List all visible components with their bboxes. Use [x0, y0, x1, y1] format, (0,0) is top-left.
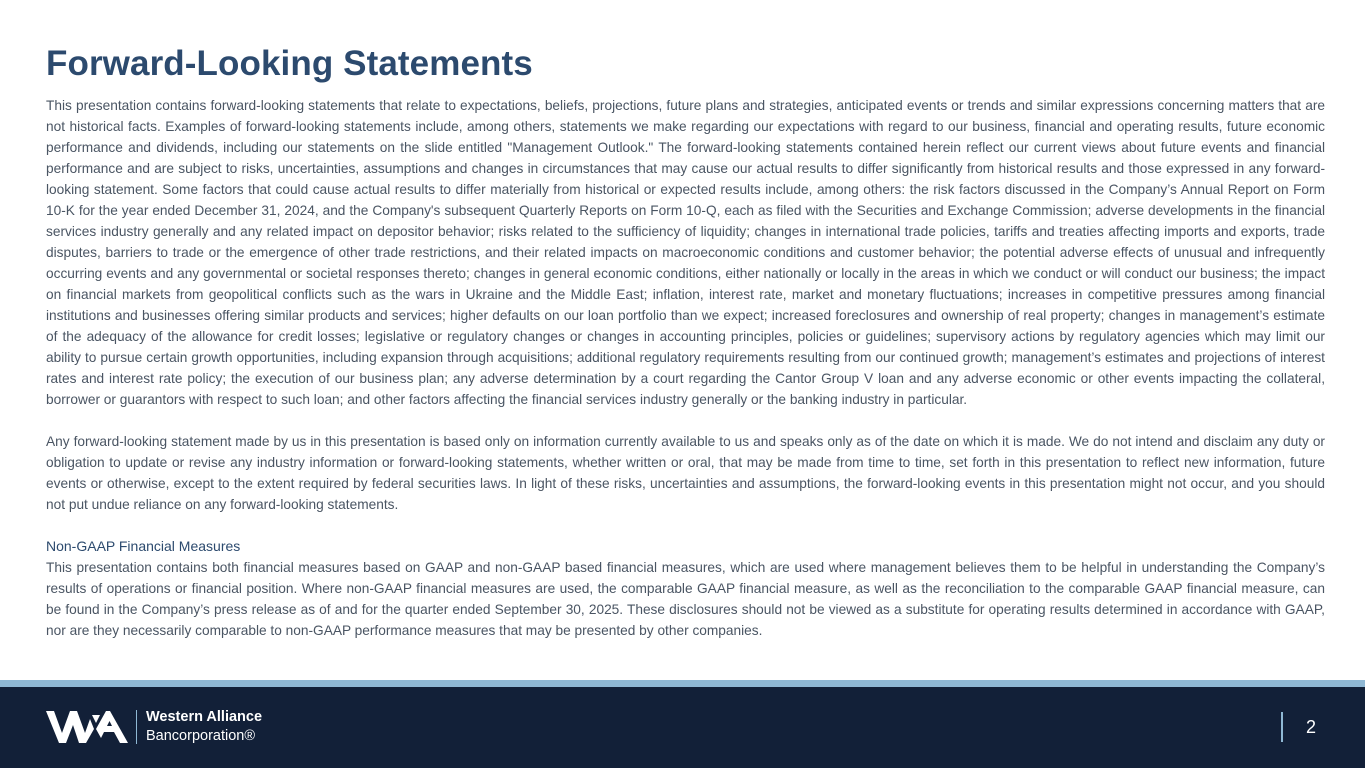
page-number: 2 [1306, 717, 1317, 737]
company-suffix: Bancorporation® [146, 728, 256, 744]
footer-accent-bar [0, 680, 1365, 687]
non-gaap-heading: Non-GAAP Financial Measures [46, 538, 241, 554]
disclaimer-body [46, 95, 1325, 641]
forward-looking-paragraph: This presentation contains forward-looking statements that relate to expectations, beliefs, projections, future plans and strategies, anticipated events or trends and similar expressions concerning matters that are not historical facts. Examples of forward-looking statements include, among others, statements we make regarding our expectations with regard to our business, financial and operating results, future economic performance and dividends, including our statements on the slide entitled "Management Outlook." The forward-looking statements contained herein reflect our current views about future events and financial performance and are subject to risks, uncertainties, assumptions and changes in circumstances that may cause our actual results to differ significantly from historical results and those expressed in any forward-looking statement. Some factors that could cause actual results to differ materially from historical or expected results include, among others: the risk factors discussed in the Company’s Annual Report on Form 10-K for the year ended December 31, 2024, and the Company's subsequent Quarterly Reports on Form 10-Q, each as filed with the Securities and Exchange Commission; adverse developments in the financial services industry generally and any related impact on depositor behavior; risks related to the sufficiency of liquidity; changes in international trade policies, tariffs and treaties affecting imports and exports, trade disputes, barriers to trade or the emergence of other trade restrictions, and their related impacts on macroeconomic conditions and customer behavior; the potential adverse effects of unusual and infrequently occurring events and any governmental or societal responses thereto; changes in general economic conditions, either nationally or locally in the areas in which we conduct or will conduct our business; the impact on financial markets from geopolitical conflicts such as the wars in Ukraine and the Middle East; inflation, interest rate, market and monetary fluctuations; increases in competitive pressures among financial institutions and businesses offering similar products and services; higher defaults on our loan portfolio than we expect; increased foreclosures and ownership of real property; changes in management’s estimate of the adequacy of the allowance for credit losses; legislative or regulatory changes or changes in accounting principles, policies or guidelines; supervisory actions by regulatory agencies which may limit our ability to pursue certain growth opportunities, including expansion through acquisitions; additional regulatory requirements resulting from our continued growth; management’s estimates and projections of interest rates and interest rate policy; the execution of our business plan; any adverse determination by a court regarding the Cantor Group V loan and any adverse economic or other events impacting the collateral, borrower or guarantors with respect to such loan; and other factors affecting the financial services industry generally or the banking industry in particular. [46, 98, 1325, 407]
page-number-divider [1281, 712, 1283, 742]
non-gaap-paragraph: This presentation contains both financial measures based on GAAP and non-GAAP based financial measures, which are used where management believes them to be helpful in understanding the Company’s results of operations or financial position. Where non-GAAP financial measures are used, the comparable GAAP financial measure, as well as the reconciliation to the comparable GAAP financial measure, can be found in the Company’s press release as of and for the quarter ended September 30, 2025. These disclosures should not be viewed as a substitute for operating results determined in accordance with GAAP, nor are they necessarily comparable to non-GAAP performance measures that may be presented by other companies. [46, 560, 1325, 638]
logo-divider [136, 710, 137, 744]
reliance-paragraph: Any forward-looking statement made by us in this presentation is based only on information currently available to us and speaks only as of the date on which it is made. We do not intend and disclaim any duty or obligation to update or revise any industry information or forward-looking statements, whether written or oral, that may be made from time to time, set forth in this presentation to reflect new information, future events or otherwise, except to the extent required by federal securities laws. In light of these risks, uncertainties and assumptions, the forward-looking events in this presentation might not occur, and you should not put undue reliance on any forward-looking statements. [46, 434, 1325, 512]
company-name: Western Alliance [146, 709, 263, 725]
page-title: Forward-Looking Statements [46, 44, 533, 83]
western-alliance-logo-icon [46, 711, 128, 743]
